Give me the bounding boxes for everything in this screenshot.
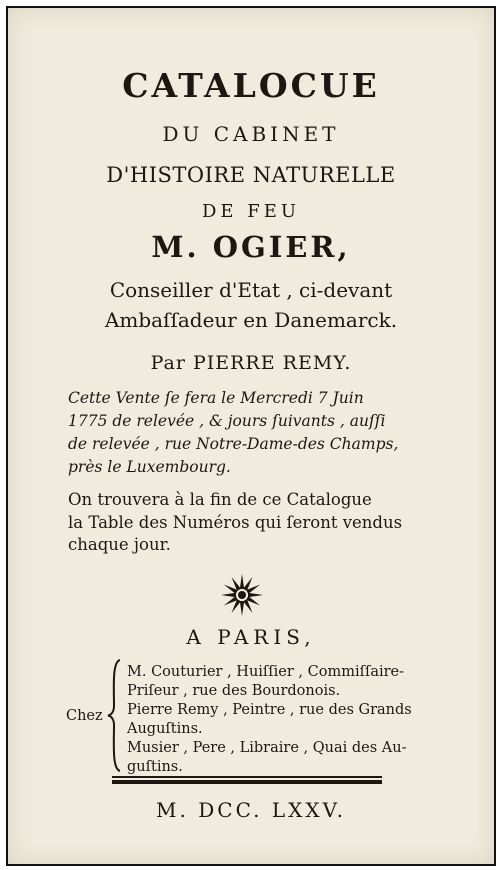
note-line: On trouvera à la fin de ce Catalogue xyxy=(68,490,372,509)
address-line: M. Couturier , Huiſſier , Commiſſaire- xyxy=(127,664,405,680)
owner-role-line2: Ambaſſadeur en Danemarck. xyxy=(104,308,398,332)
sale-line: près le Luxembourg. xyxy=(68,458,231,476)
title-line-de-feu: DE FEU xyxy=(201,201,301,222)
sale-line: Cette Vente ſe fera le Mercredi 7 Juin xyxy=(68,389,364,407)
sale-line: 1775 de relevée , & jours ſuivants , auſſi xyxy=(68,412,386,430)
owner-name: M. OGIER, xyxy=(151,230,351,264)
address-line: guſtins. xyxy=(127,759,183,775)
catalogue-title: CATALOCUE xyxy=(122,66,380,105)
address-line: Auguſtins. xyxy=(127,721,203,737)
title-line-cabinet: DU CABINET xyxy=(162,122,340,146)
printer-ornament-icon xyxy=(217,570,267,620)
address-line: Priſeur , rue des Bourdonois. xyxy=(127,683,341,699)
chez-label: Chez xyxy=(66,708,103,724)
note-line: chaque jour. xyxy=(68,535,171,554)
imprint-place: A PARIS, xyxy=(186,625,316,649)
address-line: Pierre Remy , Peintre , rue des Grands xyxy=(127,702,412,718)
brace-icon xyxy=(106,658,122,773)
author-line: Par PIERRE REMY. xyxy=(150,352,352,374)
title-page xyxy=(6,6,496,866)
imprint-date: M. DCC. LXXV. xyxy=(156,798,346,822)
divider-rule-thick xyxy=(112,780,382,784)
sale-line: de relevée , rue Notre-Dame-des Champs, xyxy=(68,435,399,453)
address-line: Musier , Pere , Libraire , Quai des Au- xyxy=(127,740,407,756)
title-line-histoire: D'HISTOIRE NATURELLE xyxy=(106,163,396,187)
owner-role-line1: Conseiller d'Etat , ci-devant xyxy=(109,278,393,302)
divider-rule-thin xyxy=(112,776,382,778)
note-line: la Table des Numéros qui ſeront vendus xyxy=(68,513,403,532)
